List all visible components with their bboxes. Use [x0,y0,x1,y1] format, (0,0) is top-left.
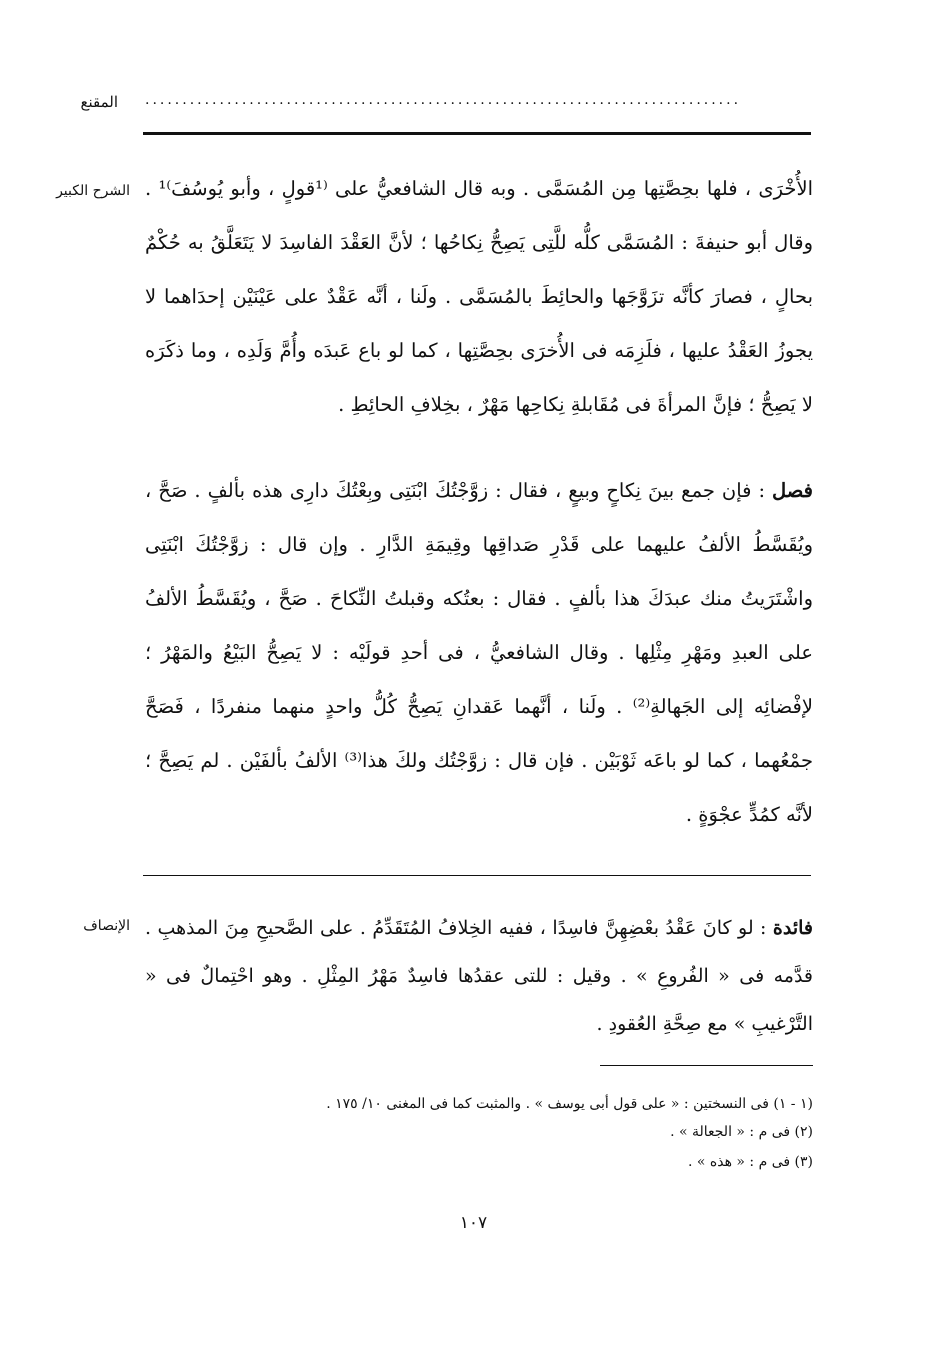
header-rule [143,132,811,135]
section-heading-fasl: فصل [772,479,813,502]
insaf-paragraph-text: : لو كانَ عَقْدُ بعْضِهِنَّ فاسِدًا ، ففيه الخِلافُ المُتَقَدِّمُ . على الصَّحيحِ مِنَ المذهبِ . قدَّمه فى « الفُروعِ » . وقيل : للتى عقدُها فاسِدٌ مَهْرُ المِثْلِ . وهو احْتِمالٌ فى « التَّرْغيبِ » مع صِحَّةِ العُقودِ . [145,917,813,1035]
footnote-1: (١ - ١) فى النسختين : « على قول أبى يوسف » . والمثبت كما فى المغنى ١٠/ ١٧٥ . [326,1096,813,1112]
footnote-rule [600,1065,813,1066]
section-heading-faida: فائدة [772,917,813,939]
insaf-paragraph [145,904,813,1048]
footnote-3: (٣) فى م : « هذه » . [687,1154,813,1170]
footnote-2: (٢) فى م : « الجعالة » . [670,1124,813,1140]
page-number: ١٠٧ [459,1213,488,1233]
running-header-title: المقنع [80,93,118,111]
margin-label-sharh: الشرح الكبير [56,183,130,199]
header-leader-dots: ................................................................................ [145,92,742,106]
sharh-paragraph-2-text: : فإن جمع بينَ نِكاحٍ وبيعٍ ، فقال : زوَّجْتُكَ ابْنَتِى وبِعْتُكَ دارِى هذه بألفٍ . صَحَّ ، ويُقَسَّطُ الألفُ عليهما على قَدْرِ صَداقِها وقِيمَةِ الدَّارِ . وإن قال : زوَّجْتُكَ ابْنَتِى واشْتَرَيتُ منك عبدَكَ هذا بألفٍ . فقال : بعتُكه وقبلتُ النِّكاحَ . صَحَّ ، ويُقَسَّطُ الألفُ على العبدِ ومَهْرِ مِثْلِها . وقال الشافعيُّ ، فى أحدِ قولَيْه : لا يَصِحُّ البَيْعُ والمَهْرُ ؛ لإفْضائِه إلى الجَهالةِ⁽²⁾ . ولَنا ، أنَّهما عَقدانِ يَصِحُّ كُلُّ واحدٍ منهما منفردًا ، فَصَحَّ جمْعُهما ، كما لو باعَه ثَوْبَيْن . فإن قال : زوَّجْتُك ولكَ هذا⁽³⁾ الألفُ بألفَيْن . لم يَصِحَّ ؛ لأنَّه كمُدٍّ عجْوَةٍ . [145,479,814,826]
section-divider [143,875,811,876]
margin-label-insaf: الإنصاف [83,918,130,934]
sharh-paragraph-2 [145,464,813,842]
sharh-paragraph-1: الأُخْرَى ، فلها بحِصَّتِها مِن المُسَمَّى . وبه قال الشافعيُّ على ⁽¹قولٍ ، وأبو يُوسُفَ⁾¹ . وقال أبو حنيفةَ : المُسَمَّى كلُّه للَّتِى يَصِحُّ نِكاحُها ؛ لأنَّ العَقْدَ الفاسِدَ لا يَتَعَلَّقُ به حُكْمٌ بحالٍ ، فصارَ كأنَّه تزَوَّجَها والحائِطَ بالمُسَمَّى . ولَنا ، أنَّه عَقْدٌ على عَيْنَيْن إحدَاهما لا يجوزُ العَقْدُ عليها ، فلَزِمَه فى الأُخرَى بحِصَّتِها ، كما لو باع عَبدَه وأُمَّ وَلَدِه ، وما ذكَرَه لا يَصِحُّ ؛ فإنَّ المرأةَ فى مُقَابلةِ نِكاحِها مَهْرٌ ، بخِلافِ الحائِطِ . [145,177,813,416]
